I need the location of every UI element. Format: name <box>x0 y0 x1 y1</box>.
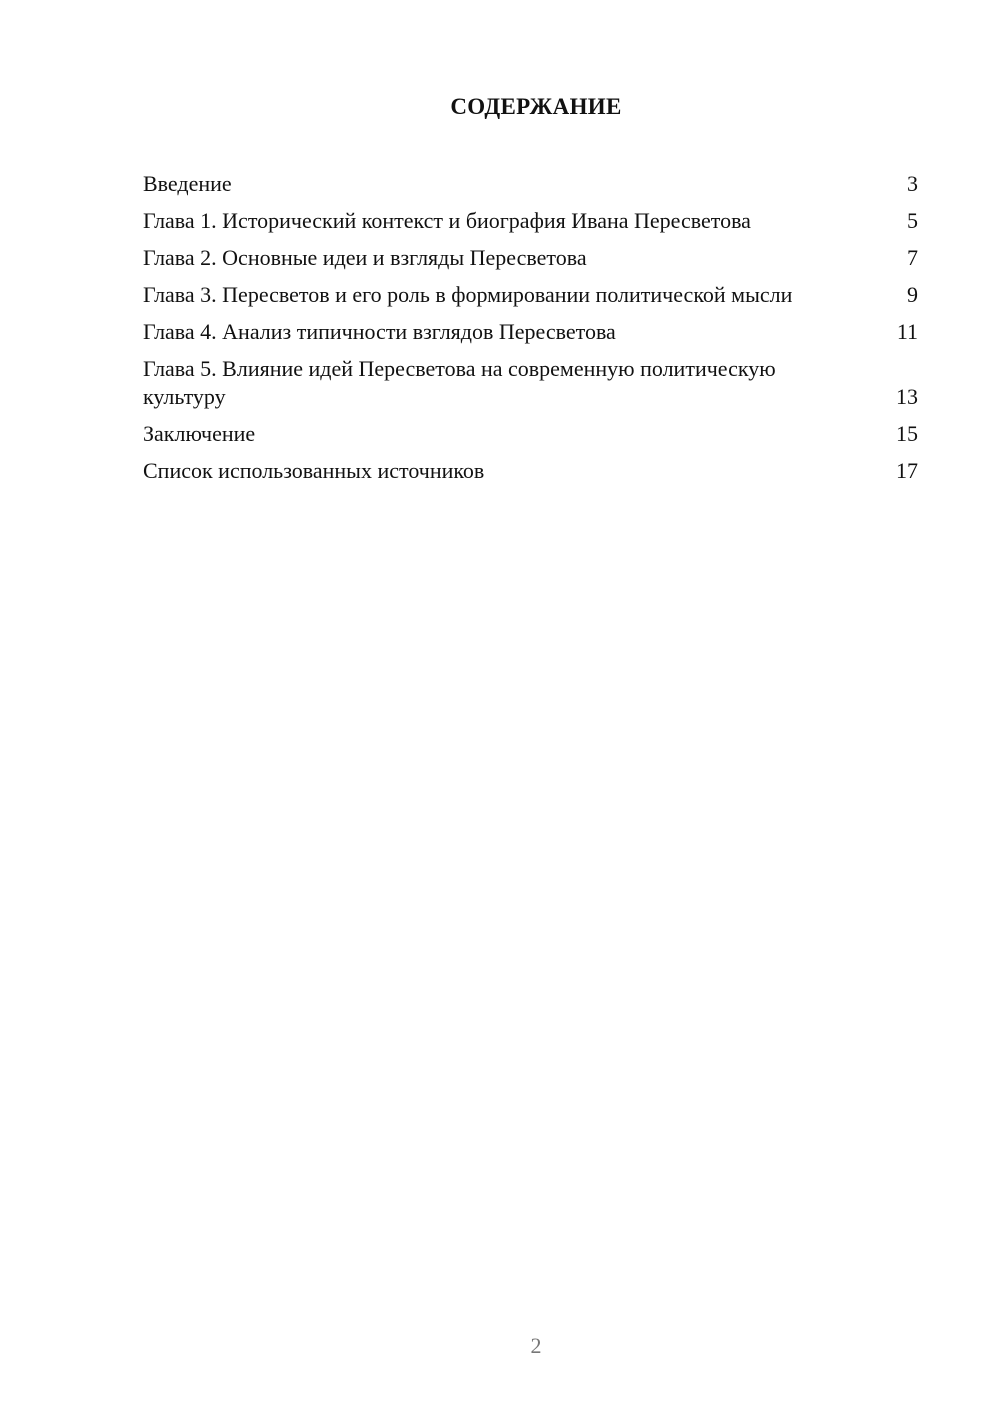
toc-entry-text: Глава 5. Влияние идей Пересветова на современную политическую культуру <box>143 356 776 409</box>
toc-entry[interactable] <box>143 355 918 411</box>
toc-entry-page: 11 <box>896 319 918 344</box>
toc-entry-page: 5 <box>907 208 918 233</box>
table-of-contents <box>143 170 918 494</box>
toc-entry-text: Заключение <box>143 421 256 446</box>
toc-entry-page: 3 <box>907 171 918 196</box>
page-number: 2 <box>530 1333 542 1358</box>
toc-entry[interactable] <box>143 244 918 272</box>
toc-entry[interactable] <box>143 318 918 346</box>
toc-entry-page: 9 <box>907 282 918 307</box>
toc-entry[interactable] <box>143 170 918 198</box>
toc-entry-page: 15 <box>896 421 918 446</box>
toc-entry[interactable] <box>143 207 918 235</box>
toc-entry-text: Введение <box>143 171 232 196</box>
toc-entry[interactable] <box>143 420 918 448</box>
toc-entry[interactable] <box>143 281 918 309</box>
toc-entry-page: 13 <box>896 384 918 409</box>
toc-entry-text: Глава 4. Анализ типичности взглядов Пересветова <box>143 319 616 344</box>
toc-entry-text: Глава 3. Пересветов и его роль в формировании политической мысли <box>143 282 793 307</box>
toc-entry-page: 7 <box>907 245 918 270</box>
toc-entry-page: 17 <box>896 458 918 483</box>
toc-title: СОДЕРЖАНИЕ <box>450 94 622 119</box>
toc-entry-text: Список использованных источников <box>143 458 485 483</box>
toc-entry-text: Глава 1. Исторический контекст и биография Ивана Пересветова <box>143 208 751 233</box>
toc-entry[interactable] <box>143 457 918 485</box>
toc-entry-text: Глава 2. Основные идеи и взгляды Пересветова <box>143 245 587 270</box>
